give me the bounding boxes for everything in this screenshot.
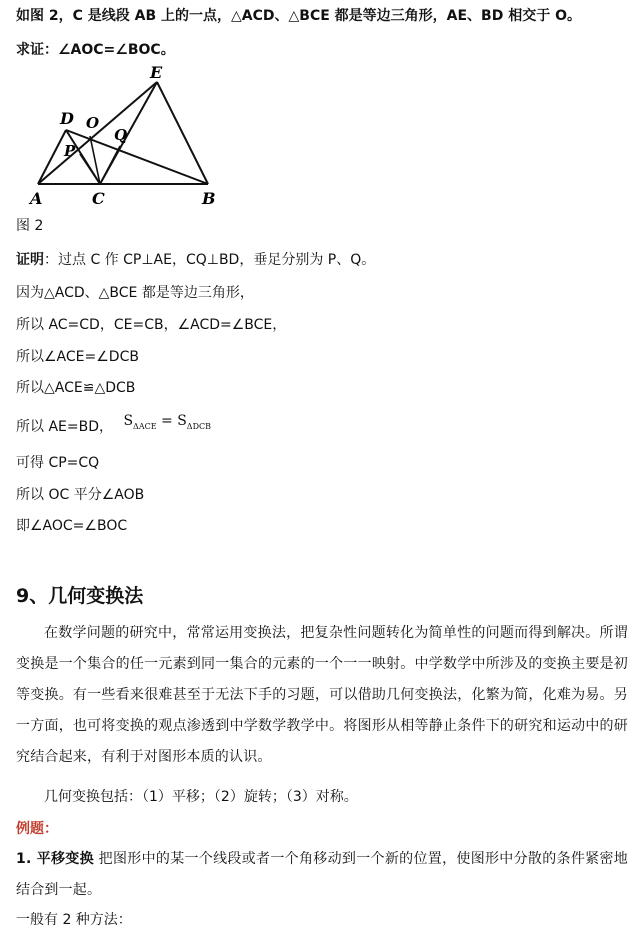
segment-bd	[66, 130, 208, 184]
area-formula: $S_{\Delta ACE} = S_{\Delta DCB}$	[123, 413, 211, 431]
label-c: C	[92, 189, 105, 208]
translation-paragraph	[16, 844, 628, 906]
transform-types: 几何变换包括：（1）平移；（2）旋转；（3）对称。	[44, 789, 358, 805]
section-heading: 9、几何变换法	[16, 585, 144, 607]
section-paragraph: 在数学问题的研究中，常常运用变换法，把复杂性问题转化为简单性的问题而得到解决。所谓变换是一个集合的任一元素到同一集合的元素的一个一一映射。中学数学中所涉及的变换主要是初等变换。有一些看来很难甚至于无法下手的习题，可以借助几何变换法，化繁为简，化难为易。另一方面，也可将变换的观点渗透到中学数学教学中。将图形从相等静止条件下的研究和运动中的研究结合起来，有利于对图形本质的认识。	[16, 625, 628, 765]
label-a: A	[30, 189, 43, 208]
label-d: D	[60, 109, 74, 128]
proof-step: 所以∠ACE=∠DCB	[16, 349, 139, 365]
segment-eb	[157, 82, 208, 184]
proof-label: 证明	[16, 252, 44, 268]
geometry-figure	[24, 60, 244, 210]
proof-step: 所以 OC 平分∠AOB	[16, 487, 145, 503]
translation-text: 把图形中的某一个线段或者一个角移动到一个新的位置，使图形中分散的条件紧密地结合到一起。	[16, 851, 628, 898]
label-q: Q	[114, 126, 128, 144]
proof-conclusion: 即∠AOC=∠BOC	[16, 518, 128, 534]
label-e: E	[150, 63, 163, 82]
segment-ad	[38, 130, 66, 184]
problem-goal: 求证：∠AOC=∠BOC。	[16, 42, 175, 58]
label-o: O	[86, 114, 100, 132]
proof-step: 所以 AE=BD，	[16, 419, 113, 435]
label-b: B	[202, 189, 216, 208]
methods-line: 一般有 2 种方法：	[16, 912, 132, 928]
proof-intro	[16, 250, 375, 270]
translation-title: 1. 平移变换	[16, 851, 94, 867]
problem-statement: 如图 2，C 是线段 AB 上的一点，△ACD、△BCE 都是等边三角形，AE、BD 相交于 O。	[16, 8, 582, 24]
proof-step: 所以△ACE≌△DCB	[16, 380, 136, 396]
example-label: 例题：	[16, 821, 58, 837]
label-p: P	[64, 142, 76, 160]
segment-cq	[100, 146, 120, 184]
figure-caption: 图 2	[16, 218, 44, 234]
proof-intro-text: ：过点 C 作 CP⊥AE，CQ⊥BD，垂足分别为 P、Q。	[44, 252, 376, 268]
proof-step: 可得 CP=CQ	[16, 455, 100, 471]
proof-step: 因为△ACD、△BCE 都是等边三角形，	[16, 285, 254, 301]
proof-step: 所以 AC=CD，CE=CB，∠ACD=∠BCE，	[16, 317, 287, 333]
proof-step-area	[16, 413, 211, 443]
